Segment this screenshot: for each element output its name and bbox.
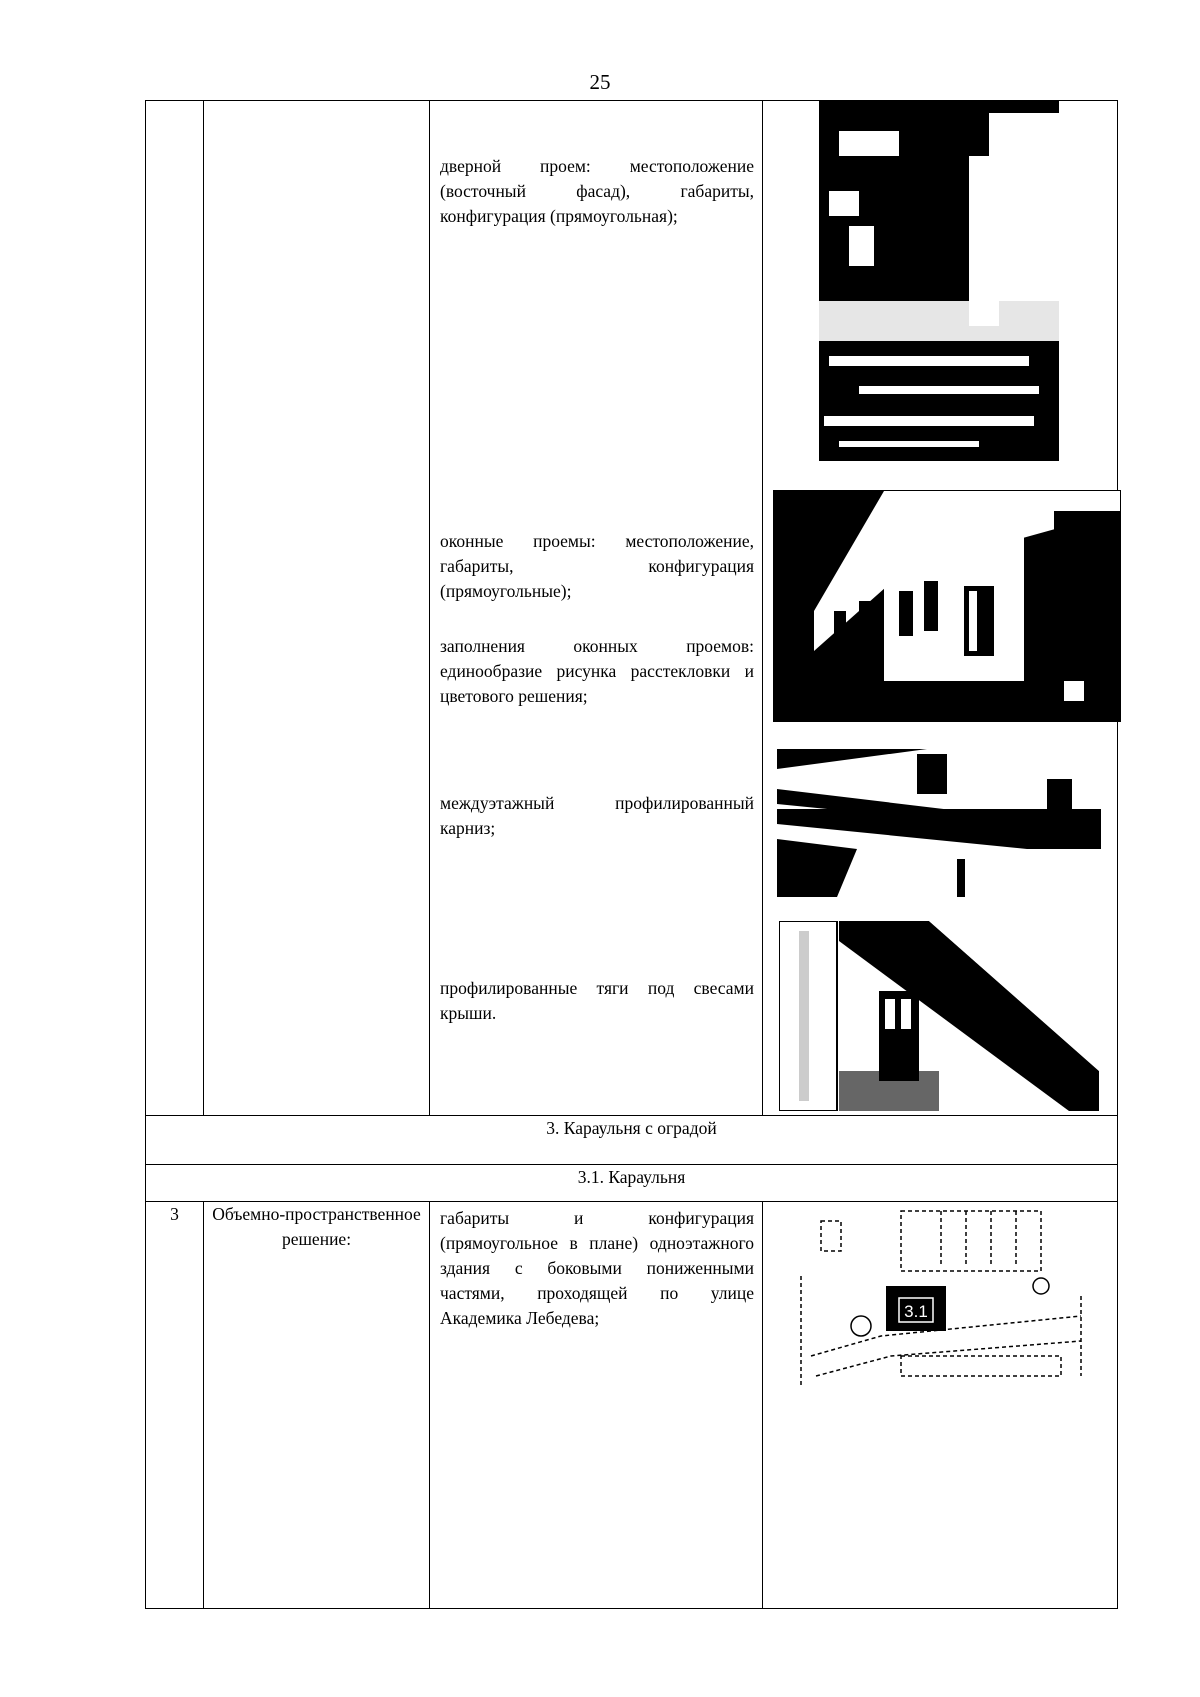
section-heading-row: [146, 1116, 1118, 1165]
subsection-heading-row: [146, 1165, 1118, 1202]
row-description-cell: [430, 1202, 763, 1609]
map-label-3-1: 3.1: [904, 1302, 928, 1321]
table-row: [146, 1202, 1118, 1609]
door-photo: [819, 101, 1059, 461]
row-description: габариты и конфигурация (прямоугольное в плане) одноэтажного здания с боковыми пониженными частями, проходящей по улице Академика Лебедева;: [440, 1208, 754, 1328]
roof-eaves-photo: [779, 921, 1099, 1111]
row-name: Объемно-пространственное решение:: [204, 1202, 430, 1609]
section-heading-3-1: 3.1. Караульня: [146, 1165, 1118, 1202]
feature-eaves-text: профилированные тяги под свесами крыши.: [440, 978, 754, 1023]
page-number: 25: [589, 70, 611, 94]
row-map-cell: [763, 1202, 1118, 1609]
row-number: 3: [146, 1202, 204, 1609]
row-number-cell: [146, 101, 204, 1116]
windows-facade-photo: [773, 490, 1121, 722]
feature-window-fill-text: заполнения оконных проемов: единообразие рисунка расстекловки и цветового решения;: [440, 636, 754, 706]
protected-features-table: [145, 100, 1118, 1609]
feature-windows-text: оконные проемы: местоположение, габариты, конфигурация (прямоугольные);: [440, 531, 754, 601]
row-name-cell: [204, 101, 430, 1116]
table-row: [146, 101, 1118, 1116]
features-text-cell: [430, 101, 763, 1116]
feature-door-text: дверной проем: местоположение (восточный фасад), габариты, конфигурация (прямоугольная);: [440, 156, 754, 226]
feature-cornice-text: междуэтажный профилированный карниз;: [440, 793, 754, 838]
site-plan-map: [791, 1206, 1091, 1396]
features-photo-cell: [763, 101, 1118, 1116]
section-heading-3: 3. Караульня с оградой: [146, 1116, 1118, 1165]
cornice-photo: [777, 749, 1101, 897]
